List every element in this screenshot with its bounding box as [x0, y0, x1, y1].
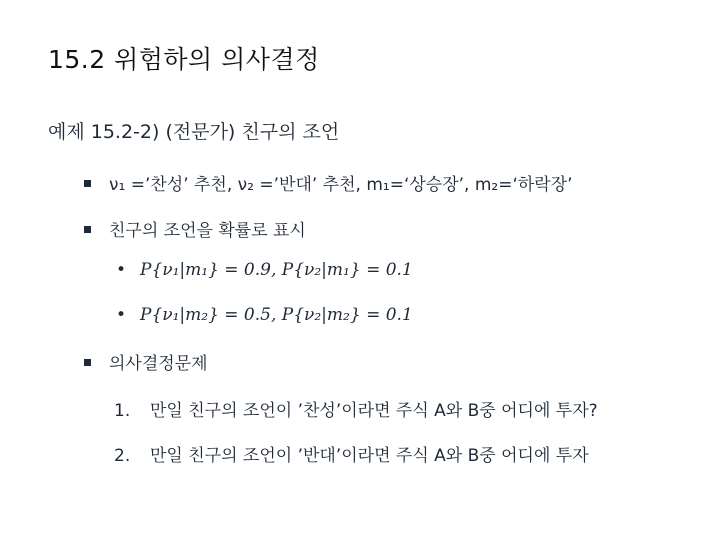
- square-bullet-icon: [84, 359, 91, 366]
- question-number: 2.: [114, 446, 131, 466]
- bullet-text: 친구의 조언을 확률로 표시: [109, 221, 306, 241]
- probability-text: P{ν₁|m₁} = 0.9, P{ν₂|m₁} = 0.1: [140, 260, 413, 280]
- square-bullet-icon: [84, 226, 91, 233]
- question-number: 1.: [114, 401, 131, 421]
- probability-text: P{ν₁|m₂} = 0.5, P{ν₂|m₂} = 0.1: [140, 305, 413, 325]
- dot-bullet-icon: •: [116, 260, 127, 280]
- square-bullet-icon: [84, 180, 91, 187]
- question-text: 만일 친구의 조언이 ’찬성’이라면 주식 A와 B중 어디에 투자?: [150, 401, 598, 421]
- bullet-probability: [84, 216, 306, 241]
- probability-row-1: [116, 260, 413, 280]
- example-heading: 예제 15.2-2) (전문가) 친구의 조언: [48, 121, 340, 143]
- slide-title: 15.2 위험하의 의사결정: [48, 45, 320, 74]
- probability-row-2: [116, 305, 413, 325]
- question-2: [114, 441, 589, 466]
- dot-bullet-icon: •: [116, 305, 127, 325]
- bullet-text: ν₁ =’찬성’ 추천, ν₂ =’반대’ 추천, m₁=‘상승장’, m₂=‘하락장’: [109, 175, 573, 195]
- bullet-decision-problem: [84, 349, 208, 374]
- question-1: [114, 396, 598, 421]
- question-text: 만일 친구의 조언이 ’반대’이라면 주식 A와 B중 어디에 투자: [150, 446, 589, 466]
- bullet-text: 의사결정문제: [109, 354, 208, 374]
- bullet-definitions: [84, 170, 573, 195]
